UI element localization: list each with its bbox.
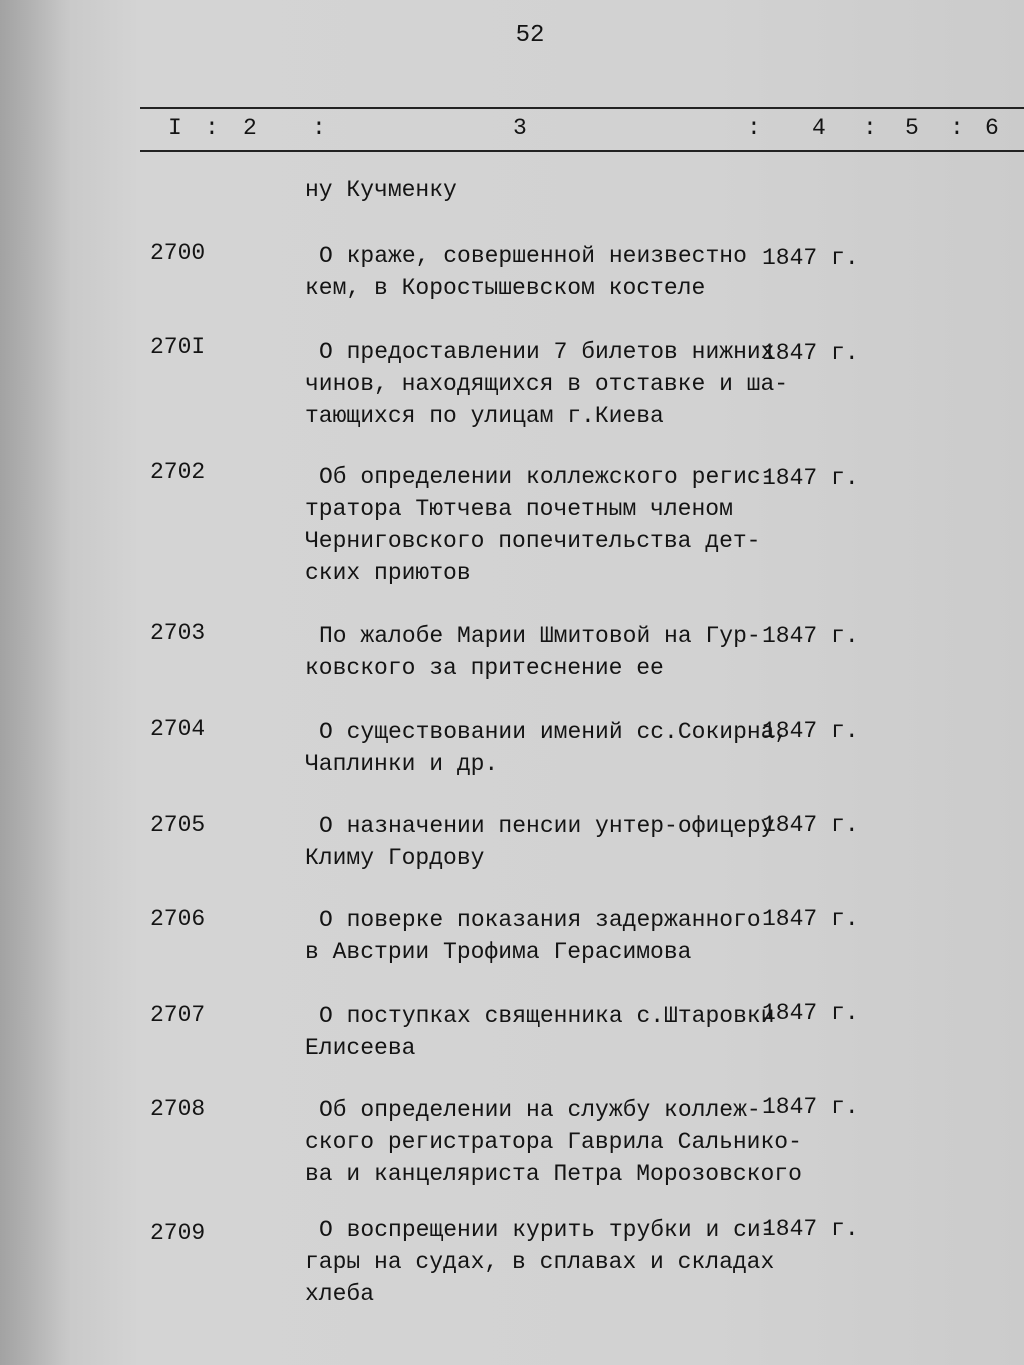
entry-number: 2705 xyxy=(150,812,206,838)
entry-title xyxy=(305,904,765,968)
entry-title xyxy=(305,1214,775,1310)
entry-title xyxy=(305,461,775,589)
entry-title-line: О поступках священника с.Штаровки xyxy=(319,1003,775,1029)
entry-title-line: О воспрещении курить трубки и си- xyxy=(319,1217,775,1243)
entry-number: 2708 xyxy=(150,1096,206,1122)
entry-title xyxy=(305,240,765,304)
entry-number: 270I xyxy=(150,334,206,360)
entry-title-line: ского регистратора Гаврила Сальнико- xyxy=(305,1129,802,1155)
entry-title-line: кем, в Коростышевском костеле xyxy=(305,275,706,301)
entry-year: 1847 г. xyxy=(762,465,859,491)
entry-title-line: тратора Тютчева почетным членом xyxy=(305,496,733,522)
entry-year: 1847 г. xyxy=(762,718,859,744)
entry-title-line: Климу Гордову xyxy=(305,845,485,871)
continuation-line: ну Кучменку xyxy=(305,177,457,203)
entry-title-line: Черниговского попечительства дет- xyxy=(305,528,761,554)
entry-title-line: чинов, находящихся в отставке и ша- xyxy=(305,371,789,397)
column-header-5: 5 xyxy=(905,115,920,141)
entry-title-line: тающихся по улицам г.Киева xyxy=(305,403,664,429)
column-header-6: 6 xyxy=(985,115,1000,141)
entry-number: 2703 xyxy=(150,620,206,646)
entry-title-line: в Австрии Трофима Герасимова xyxy=(305,939,692,965)
column-header-separator: : xyxy=(205,115,220,141)
entry-number: 2709 xyxy=(150,1220,206,1246)
continuation-text xyxy=(305,174,765,206)
entry-title-line: По жалобе Марии Шмитовой на Гур- xyxy=(319,623,761,649)
column-header-2: 2 xyxy=(243,115,258,141)
column-header-3: 3 xyxy=(513,115,528,141)
entry-number: 2700 xyxy=(150,240,206,266)
page-number: 52 xyxy=(515,22,545,49)
entry-title-line: О предоставлении 7 билетов нижних xyxy=(319,339,775,365)
entry-title-line: Об определении коллежского регис- xyxy=(319,464,775,490)
column-header-separator: : xyxy=(747,115,762,141)
entry-year: 1847 г. xyxy=(762,245,859,271)
entry-title xyxy=(305,1000,775,1064)
entry-year: 1847 г. xyxy=(762,812,859,838)
column-header-separator: : xyxy=(312,115,327,141)
header-bottom-rule xyxy=(140,150,1024,152)
column-header-separator: : xyxy=(863,115,878,141)
entry-number: 2704 xyxy=(150,716,206,742)
entry-title xyxy=(305,810,775,874)
entry-title xyxy=(305,620,765,684)
entry-year: 1847 г. xyxy=(762,1000,859,1026)
binding-shadow xyxy=(0,0,70,1365)
entry-number: 2706 xyxy=(150,906,206,932)
entry-year: 1847 г. xyxy=(762,1216,859,1242)
entry-title-line: О краже, совершенной неизвестно xyxy=(319,243,747,269)
entry-title-line: ковского за притеснение ее xyxy=(305,655,664,681)
entry-year: 1847 г. xyxy=(762,340,859,366)
column-header-1: I xyxy=(168,115,183,141)
entry-title-line: Чаплинки и др. xyxy=(305,751,499,777)
entry-title-line: Елисеева xyxy=(305,1035,416,1061)
entry-year: 1847 г. xyxy=(762,623,859,649)
entry-title-line: О существовании имений сс.Сокирна, xyxy=(319,719,789,745)
entry-number: 2707 xyxy=(150,1002,206,1028)
entry-title xyxy=(305,716,789,780)
entry-number: 2702 xyxy=(150,459,206,485)
entry-title-line: ва и канцеляриста Петра Морозовского xyxy=(305,1161,802,1187)
column-header-separator: : xyxy=(950,115,965,141)
entry-title-line: Об определении на службу коллеж- xyxy=(319,1097,761,1123)
entry-title xyxy=(305,336,789,432)
entry-title-line: О назначении пенсии унтер-офицеру xyxy=(319,813,775,839)
entry-year: 1847 г. xyxy=(762,906,859,932)
entry-title-line: гары на судах, в сплавах и складах xyxy=(305,1249,775,1275)
column-header-4: 4 xyxy=(812,115,827,141)
entry-title-line: ских приютов xyxy=(305,560,471,586)
entry-title xyxy=(305,1094,802,1190)
header-top-rule xyxy=(140,107,1024,109)
entry-year: 1847 г. xyxy=(762,1094,859,1120)
entry-title-line: О поверке показания задержанного xyxy=(319,907,761,933)
entry-title-line: хлеба xyxy=(305,1281,375,1307)
